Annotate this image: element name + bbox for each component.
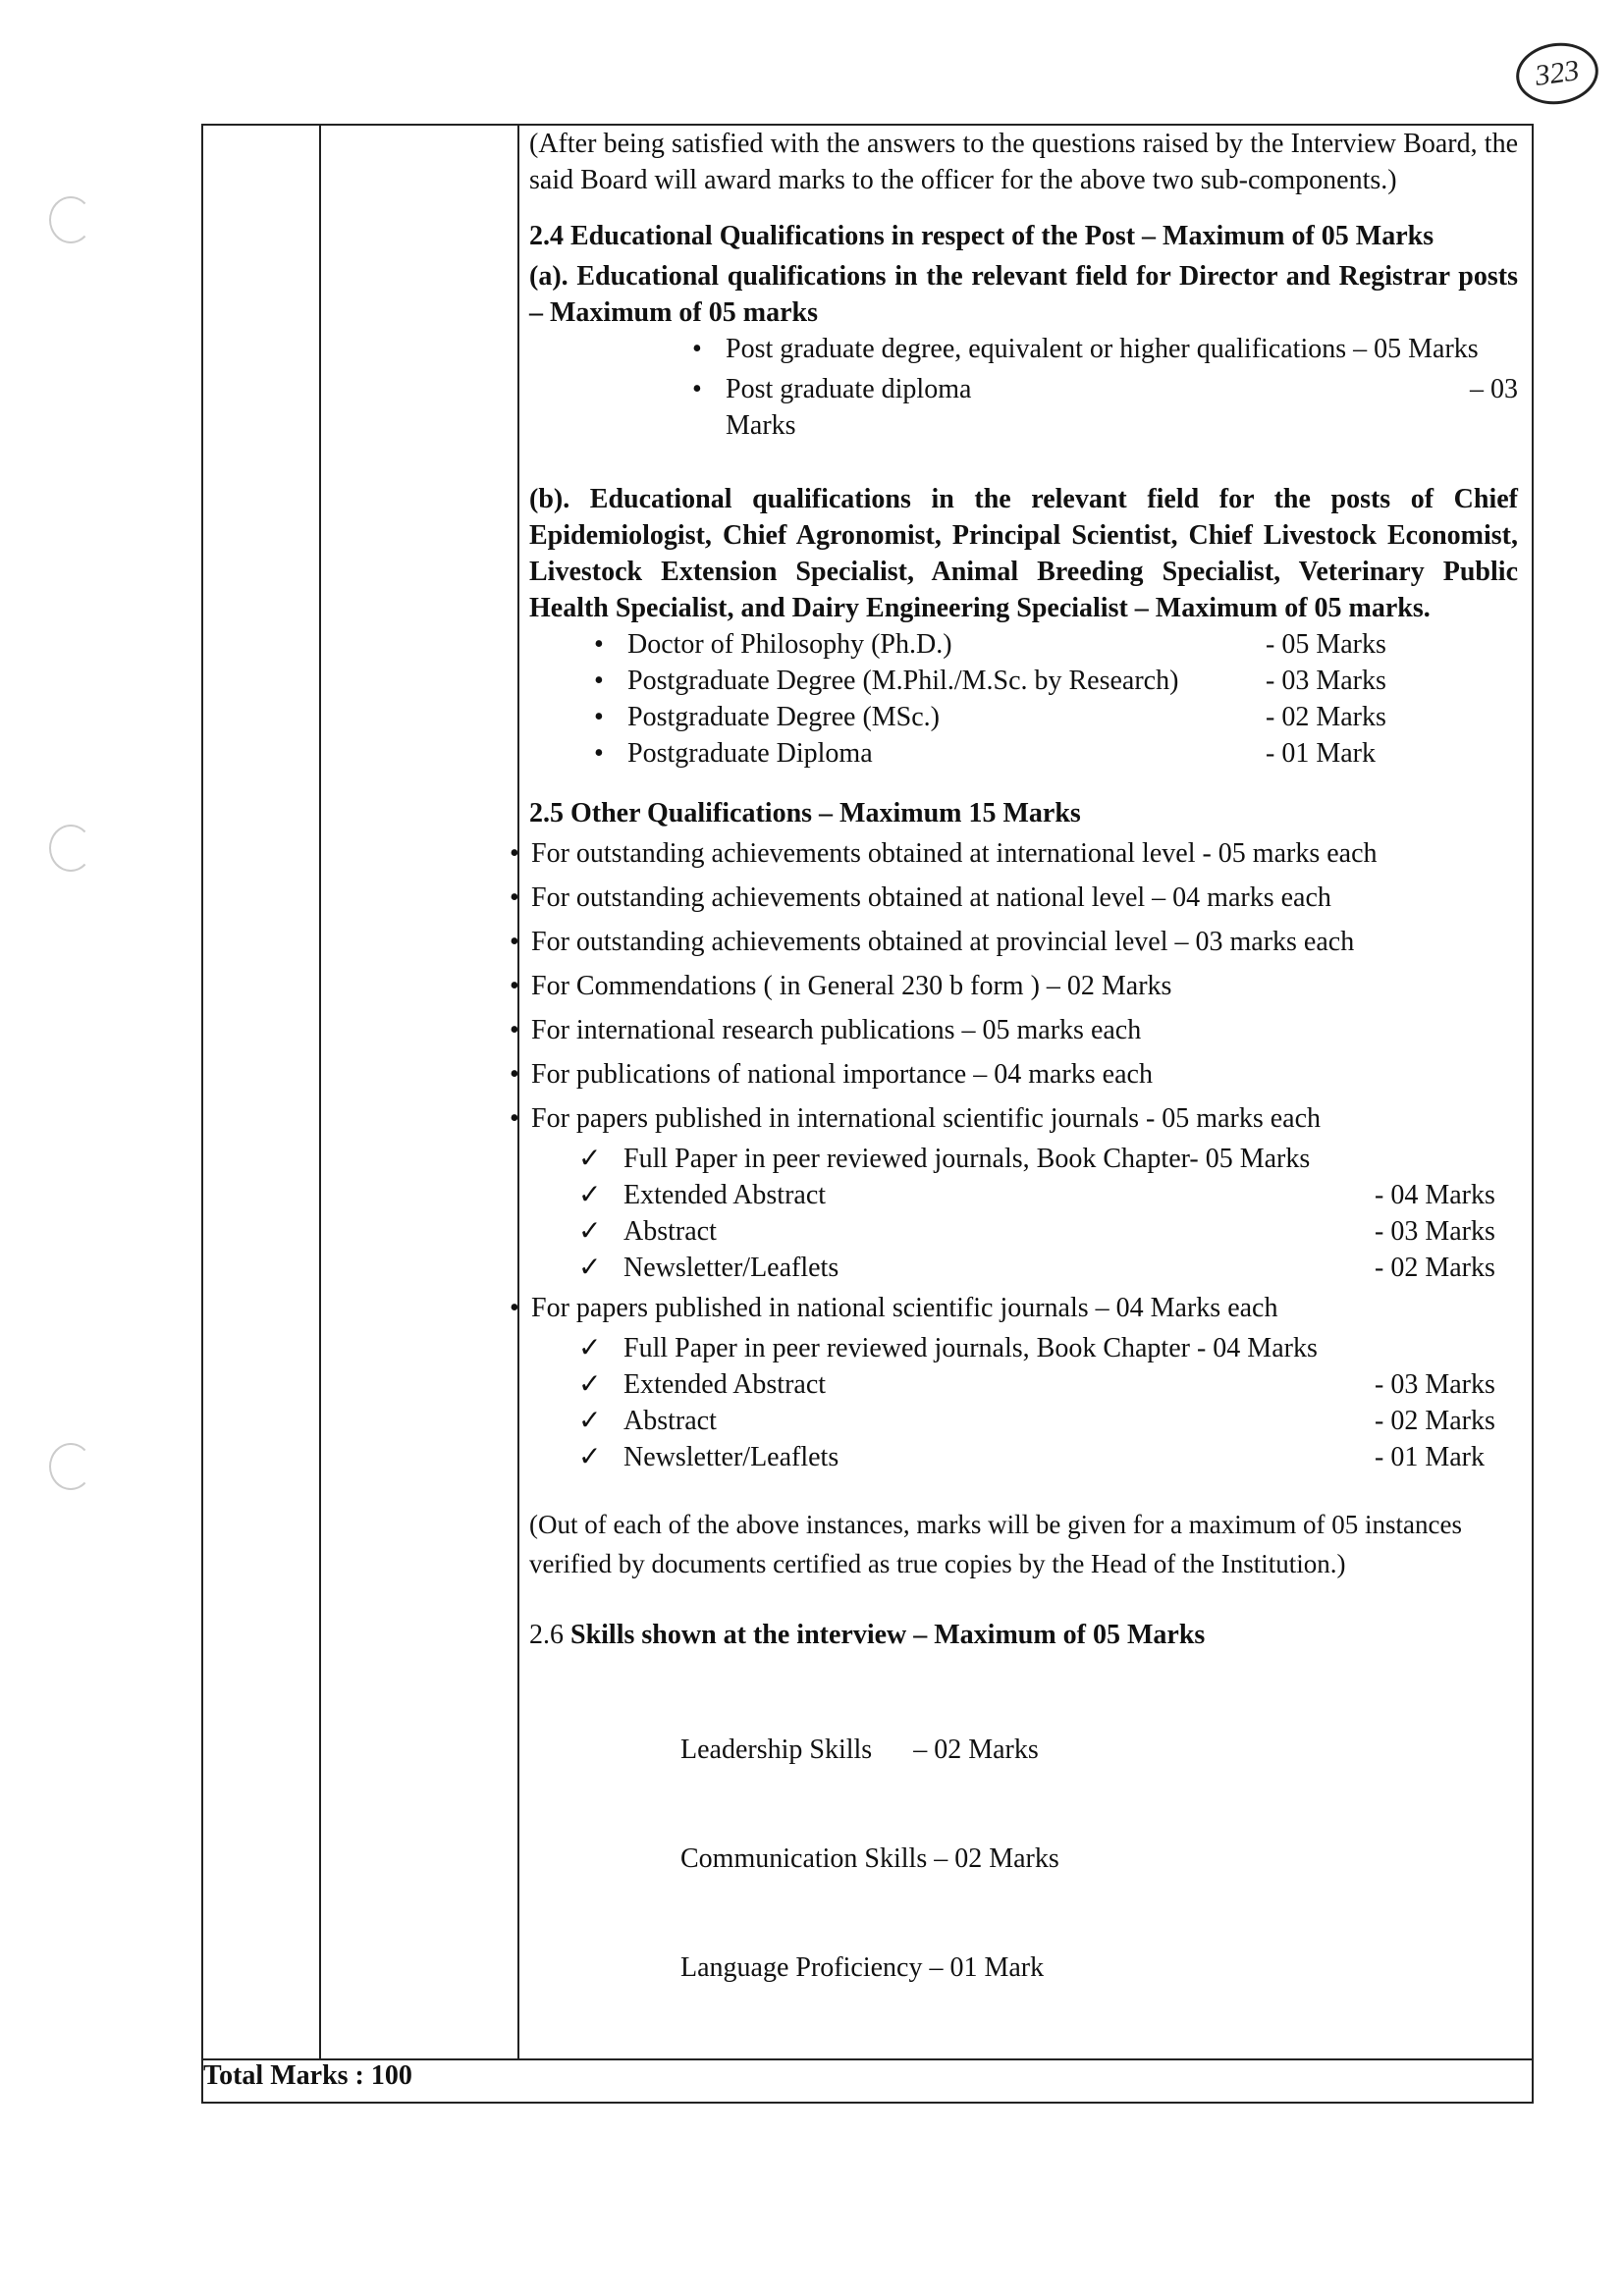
sub-list-item: ✓ Abstract - 02 Marks <box>529 1403 1518 1439</box>
section-2-5-heading: 2.5 Other Qualifications – Maximum 15 Marks <box>529 798 1081 828</box>
sub-list-item: ✓ Newsletter/Leaflets - 01 Mark <box>529 1439 1518 1475</box>
sub-list-item: ✓ Extended Abstract - 03 Marks <box>529 1366 1518 1403</box>
list-item: • Postgraduate Degree (M.Phil./M.Sc. by Research) - 03 Marks <box>627 663 1518 699</box>
check-icon: ✓ <box>578 1144 602 1174</box>
check-icon: ✓ <box>578 1180 602 1210</box>
list-item: • For outstanding achievements obtained at international level - 05 marks each <box>517 831 1518 876</box>
sub-list-item: ✓ Full Paper in peer reviewed journals, Book Chapter- 05 Marks <box>529 1141 1518 1177</box>
intro-paragraph: (After being satisfied with the answers to the questions raised by the Interview Board, the said Board will award marks to the officer for the above two sub-components.) <box>529 129 1518 195</box>
list-item: • Postgraduate Degree (MSc.) - 02 Marks <box>627 699 1518 735</box>
list-item: Communication Skills – 02 Marks <box>680 1843 1059 1874</box>
sub-list-item: ✓ Full Paper in peer reviewed journals, Book Chapter - 04 Marks <box>529 1330 1518 1366</box>
list-item: • For international research publications – 05 marks each <box>517 1008 1518 1052</box>
list-item: • Doctor of Philosophy (Ph.D.) - 05 Marks <box>627 626 1518 663</box>
marking-scheme-table <box>201 124 1534 2104</box>
sub-list-item: ✓ Extended Abstract - 04 Marks <box>529 1177 1518 1213</box>
section-2-4-heading: 2.4 Educational Qualifications in respect of the Post – Maximum of 05 Marks <box>529 221 1434 251</box>
list-item: • For outstanding achievements obtained at provincial level – 03 marks each <box>517 920 1518 964</box>
empty-column-1 <box>202 125 320 2059</box>
list-item: • Post graduate diploma – 03 Marks <box>726 371 1518 444</box>
check-icon: ✓ <box>578 1333 602 1363</box>
section-2-4-a-list <box>529 331 1518 444</box>
list-item: Language Proficiency – 01 Mark <box>680 1952 1045 1983</box>
page-number-stamp: 323 <box>1512 37 1602 109</box>
list-item: • For papers published in international scientific journals - 05 marks each <box>517 1096 1518 1141</box>
punch-hole-mark <box>49 1443 92 1490</box>
check-icon: ✓ <box>578 1442 602 1472</box>
list-item: • For outstanding achievements obtained at national level – 04 marks each <box>517 876 1518 920</box>
check-icon: ✓ <box>578 1253 602 1283</box>
section-2-4-b-list <box>529 626 1518 772</box>
national-journal-sublist <box>529 1330 1518 1475</box>
punch-hole-mark <box>49 196 92 243</box>
sub-list-item: ✓ Abstract - 03 Marks <box>529 1213 1518 1250</box>
section-2-4-a-heading: (a). Educational qualifications in the relevant field for Director and Registrar posts – Maximum of 05 marks <box>529 261 1518 328</box>
section-2-5-note: (Out of each of the above instances, marks will be given for a maximum of 05 instances verified by documents certified as true copies by the Head of the Institution.) <box>529 1510 1462 1578</box>
list-item: • Postgraduate Diploma - 01 Mark <box>627 735 1518 772</box>
total-row <box>202 2059 1533 2103</box>
list-item: • For publications of national importance – 04 marks each <box>517 1052 1518 1096</box>
criteria-cell <box>518 125 1533 2059</box>
check-icon: ✓ <box>578 1216 602 1247</box>
list-item: • For Commendations ( in General 230 b form ) – 02 Marks <box>517 964 1518 1008</box>
punch-hole-mark <box>49 825 92 872</box>
list-item: • Post graduate degree, equivalent or higher qualifications – 05 Marks <box>726 331 1518 367</box>
sub-list-item: ✓ Newsletter/Leaflets - 02 Marks <box>529 1250 1518 1286</box>
total-marks: Total Marks : 100 <box>202 2059 1533 2103</box>
section-2-6-heading: 2.6 Skills shown at the interview – Maximum of 05 Marks <box>529 1620 1206 1650</box>
section-2-5-list <box>529 831 1518 1141</box>
empty-column-2 <box>320 125 518 2059</box>
list-item: Leadership Skills – 02 Marks <box>680 1735 1039 1765</box>
section-2-6-list <box>529 1659 1518 2058</box>
section-2-4-b-heading: (b). Educational qualifications in the relevant field for the posts of Chief Epidemiologist, Chief Agronomist, Principal Scientist, Chief Livestock Economist, Livestock Extension Specialist, Animal Breeding Specialist, Veterinary Public Health Specialist, and Dairy Engineering Specialist – Maximum of 05 marks. <box>529 484 1518 623</box>
content-row <box>202 125 1533 2059</box>
international-journal-sublist <box>529 1141 1518 1286</box>
check-icon: ✓ <box>578 1406 602 1436</box>
list-item: • For papers published in national scientific journals – 04 Marks each <box>517 1286 1518 1330</box>
check-icon: ✓ <box>578 1369 602 1400</box>
